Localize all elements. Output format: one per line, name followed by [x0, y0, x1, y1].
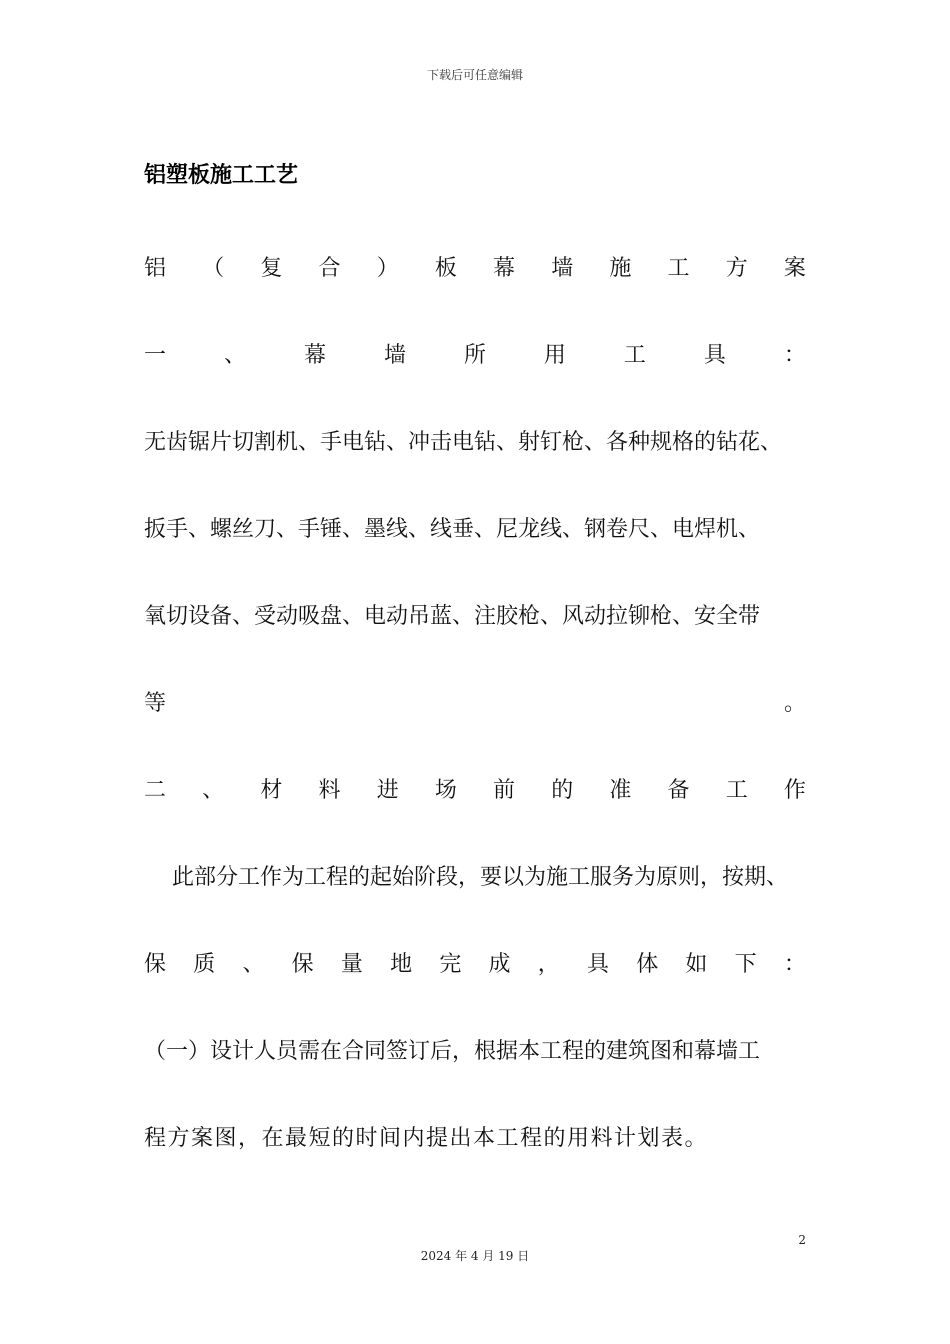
char: 复 — [260, 256, 283, 281]
char: 工 — [725, 778, 748, 803]
line-tools-4 — [144, 689, 806, 719]
document-title: 铝塑板施工工艺 — [144, 163, 299, 188]
char: 。 — [783, 691, 806, 716]
page-number: 2 — [798, 1233, 806, 1247]
page-footer-date: 2024 年 4 月 19 日 — [420, 1249, 530, 1263]
char: 场 — [434, 778, 457, 803]
char: 的 — [551, 778, 574, 803]
line-tools-2: 扳手、螺丝刀、手锤、墨线、线垂、尼龙线、钢卷尺、电焊机、 — [144, 517, 761, 542]
line-tools-heading — [144, 341, 806, 371]
char: 进 — [376, 778, 399, 803]
char: ： — [783, 343, 806, 368]
line-materials-heading — [144, 776, 806, 806]
char: 案 — [783, 256, 806, 281]
char: 、 — [223, 343, 246, 368]
char: 具 — [703, 343, 726, 368]
char: 下 — [734, 952, 757, 977]
char: 备 — [667, 778, 690, 803]
char: 铝 — [144, 256, 167, 281]
char: 幕 — [493, 256, 516, 281]
char: 一 — [144, 343, 167, 368]
char: 如 — [685, 952, 708, 977]
char: ） — [376, 256, 399, 281]
char: 前 — [493, 778, 516, 803]
char: ： — [783, 952, 806, 977]
char: 准 — [609, 778, 632, 803]
char: 方 — [725, 256, 748, 281]
line-paragraph-1: 此部分工作为工程的起始阶段，要以为施工服务为原则，按期、 — [172, 865, 789, 890]
char: 施 — [609, 256, 632, 281]
line-section-heading — [144, 254, 806, 284]
char: 、 — [202, 778, 225, 803]
char: 墙 — [551, 256, 574, 281]
char: 用 — [543, 343, 566, 368]
char: 所 — [463, 343, 486, 368]
char: 完 — [439, 952, 462, 977]
line-tools-1: 无齿锯片切割机、手电钻、冲击电钻、射钉枪、各种规格的钻花、 — [144, 430, 783, 455]
char: 墙 — [383, 343, 406, 368]
line-tools-3: 氧切设备、受动吸盘、电动吊蓝、注胶枪、风动拉铆枪、安全带 — [144, 604, 761, 629]
char: 保 — [291, 952, 314, 977]
char: 料 — [318, 778, 341, 803]
char: 二 — [144, 778, 167, 803]
char: 成 — [488, 952, 511, 977]
char: 地 — [390, 952, 413, 977]
char: 工 — [667, 256, 690, 281]
char: ， — [537, 952, 560, 977]
char: 幕 — [303, 343, 326, 368]
line-item-1-cont: 程方案图，在最短的时间内提出本工程的用料计划表。 — [144, 1126, 709, 1151]
char: 、 — [242, 952, 265, 977]
char: 等 — [144, 691, 167, 716]
page-header: 下载后可任意编辑 — [426, 68, 523, 82]
char: 质 — [193, 952, 216, 977]
char: （ — [202, 256, 225, 281]
char: 量 — [340, 952, 363, 977]
char: 工 — [623, 343, 646, 368]
char: 保 — [144, 952, 167, 977]
char: 具 — [586, 952, 609, 977]
char: 板 — [434, 256, 457, 281]
char: 材 — [260, 778, 283, 803]
line-item-1: （一）设计人员需在合同签订后，根据本工程的建筑图和幕墙工 — [144, 1039, 761, 1064]
line-paragraph-2 — [144, 950, 806, 980]
char: 合 — [318, 256, 341, 281]
char: 作 — [783, 778, 806, 803]
char: 体 — [636, 952, 659, 977]
